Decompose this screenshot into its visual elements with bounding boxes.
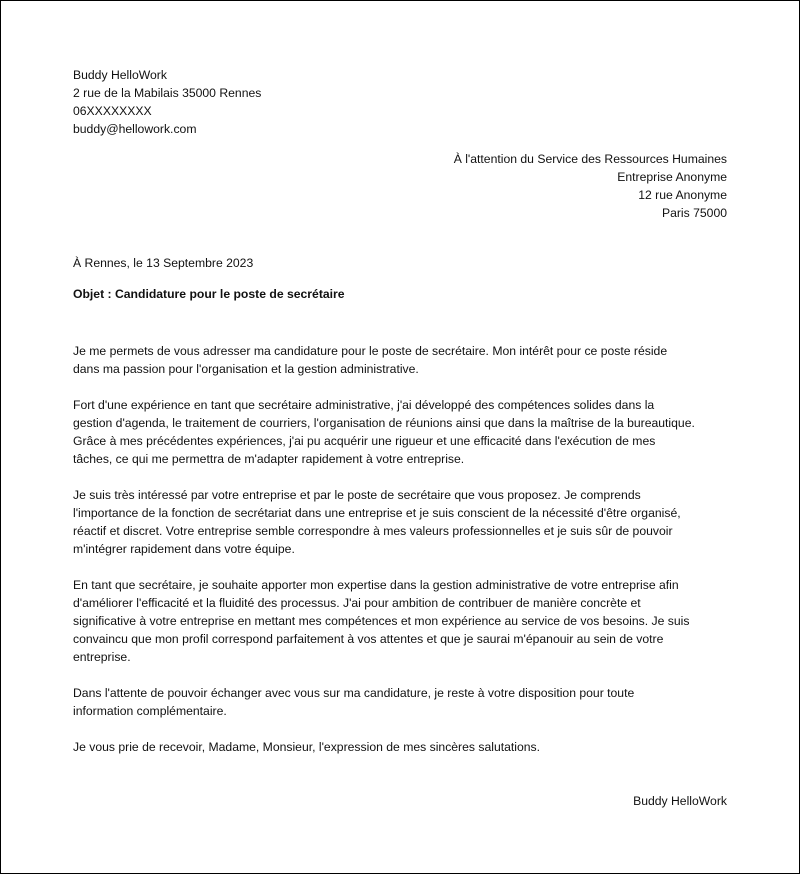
- paragraph-6: [73, 738, 733, 756]
- paragraph-1: [73, 342, 733, 378]
- recipient-block: [454, 150, 727, 222]
- paragraph-line: gestion d'agenda, le traitement de courriers, l'organisation de réunions ainsi que dans la maîtrise de la bureautique.: [73, 416, 695, 430]
- paragraph-line: Je vous prie de recevoir, Madame, Monsieur, l'expression de mes sincères salutations.: [73, 740, 541, 754]
- recipient-street: 12 rue Anonyme: [638, 188, 727, 202]
- sender-phone: 06XXXXXXXX: [73, 104, 152, 118]
- subject-line: Objet : Candidature pour le poste de secrétaire: [73, 287, 345, 301]
- place-date: À Rennes, le 13 Septembre 2023: [73, 256, 254, 270]
- paragraph-line: dans ma passion pour l'organisation et la gestion administrative.: [73, 362, 419, 376]
- paragraph-line: m'intégrer rapidement dans votre équipe.: [73, 542, 295, 556]
- paragraph-line: significative à votre entreprise en mettant mes compétences et mon expérience au service de vos besoins. Je suis: [73, 614, 690, 628]
- sender-email: buddy@hellowork.com: [73, 122, 197, 136]
- paragraph-5: [73, 684, 733, 720]
- recipient-city: Paris 75000: [661, 206, 727, 220]
- paragraph-line: réactif et discret. Votre entreprise semble correspondre à mes valeurs professionnelles et je suis sûr de pouvoir: [73, 524, 673, 538]
- paragraph-line: convaincu que mon profil correspond parfaitement à vos attentes et que je saurai m'épanouir au sein de votre: [73, 632, 664, 646]
- paragraph-2: [73, 396, 733, 468]
- paragraph-3: [73, 486, 733, 558]
- paragraph-line: entreprise.: [73, 650, 131, 664]
- recipient-company: Entreprise Anonyme: [617, 170, 727, 184]
- paragraph-line: Grâce à mes précédentes expériences, j'ai pu acquérir une rigueur et une efficacité dans l'exécution de mes: [73, 434, 656, 448]
- sender-block: [73, 66, 261, 138]
- paragraph-4: [73, 576, 733, 666]
- paragraph-line: Je me permets de vous adresser ma candidature pour le poste de secrétaire. Mon intérêt pour ce poste réside: [73, 344, 668, 358]
- paragraph-line: Fort d'une expérience en tant que secrétaire administrative, j'ai développé des compétences solides dans la: [73, 398, 655, 412]
- paragraph-line: En tant que secrétaire, je souhaite apporter mon expertise dans la gestion administrative de votre entreprise afin: [73, 578, 679, 592]
- signature: Buddy HelloWork: [633, 794, 727, 808]
- paragraph-line: Dans l'attente de pouvoir échanger avec vous sur ma candidature, je reste à votre disposition pour toute: [73, 686, 635, 700]
- paragraph-line: Je suis très intéressé par votre entreprise et par le poste de secrétaire que vous proposez. Je comprends: [73, 488, 641, 502]
- paragraph-line: information complémentaire.: [73, 704, 227, 718]
- letter-body: [73, 342, 733, 774]
- paragraph-line: tâches, ce qui me permettra de m'adapter rapidement à votre entreprise.: [73, 452, 465, 466]
- sender-address: 2 rue de la Mabilais 35000 Rennes: [73, 86, 262, 100]
- sender-name: Buddy HelloWork: [73, 68, 167, 82]
- paragraph-line: d'améliorer l'efficacité et la fluidité des processus. J'ai pour ambition de contribuer de manière concrète et: [73, 596, 641, 610]
- recipient-attention: À l'attention du Service des Ressources Humaines: [453, 152, 727, 166]
- paragraph-line: l'importance de la fonction de secrétariat dans une entreprise et je suis conscient de la nécessité d'être organisé,: [73, 506, 681, 520]
